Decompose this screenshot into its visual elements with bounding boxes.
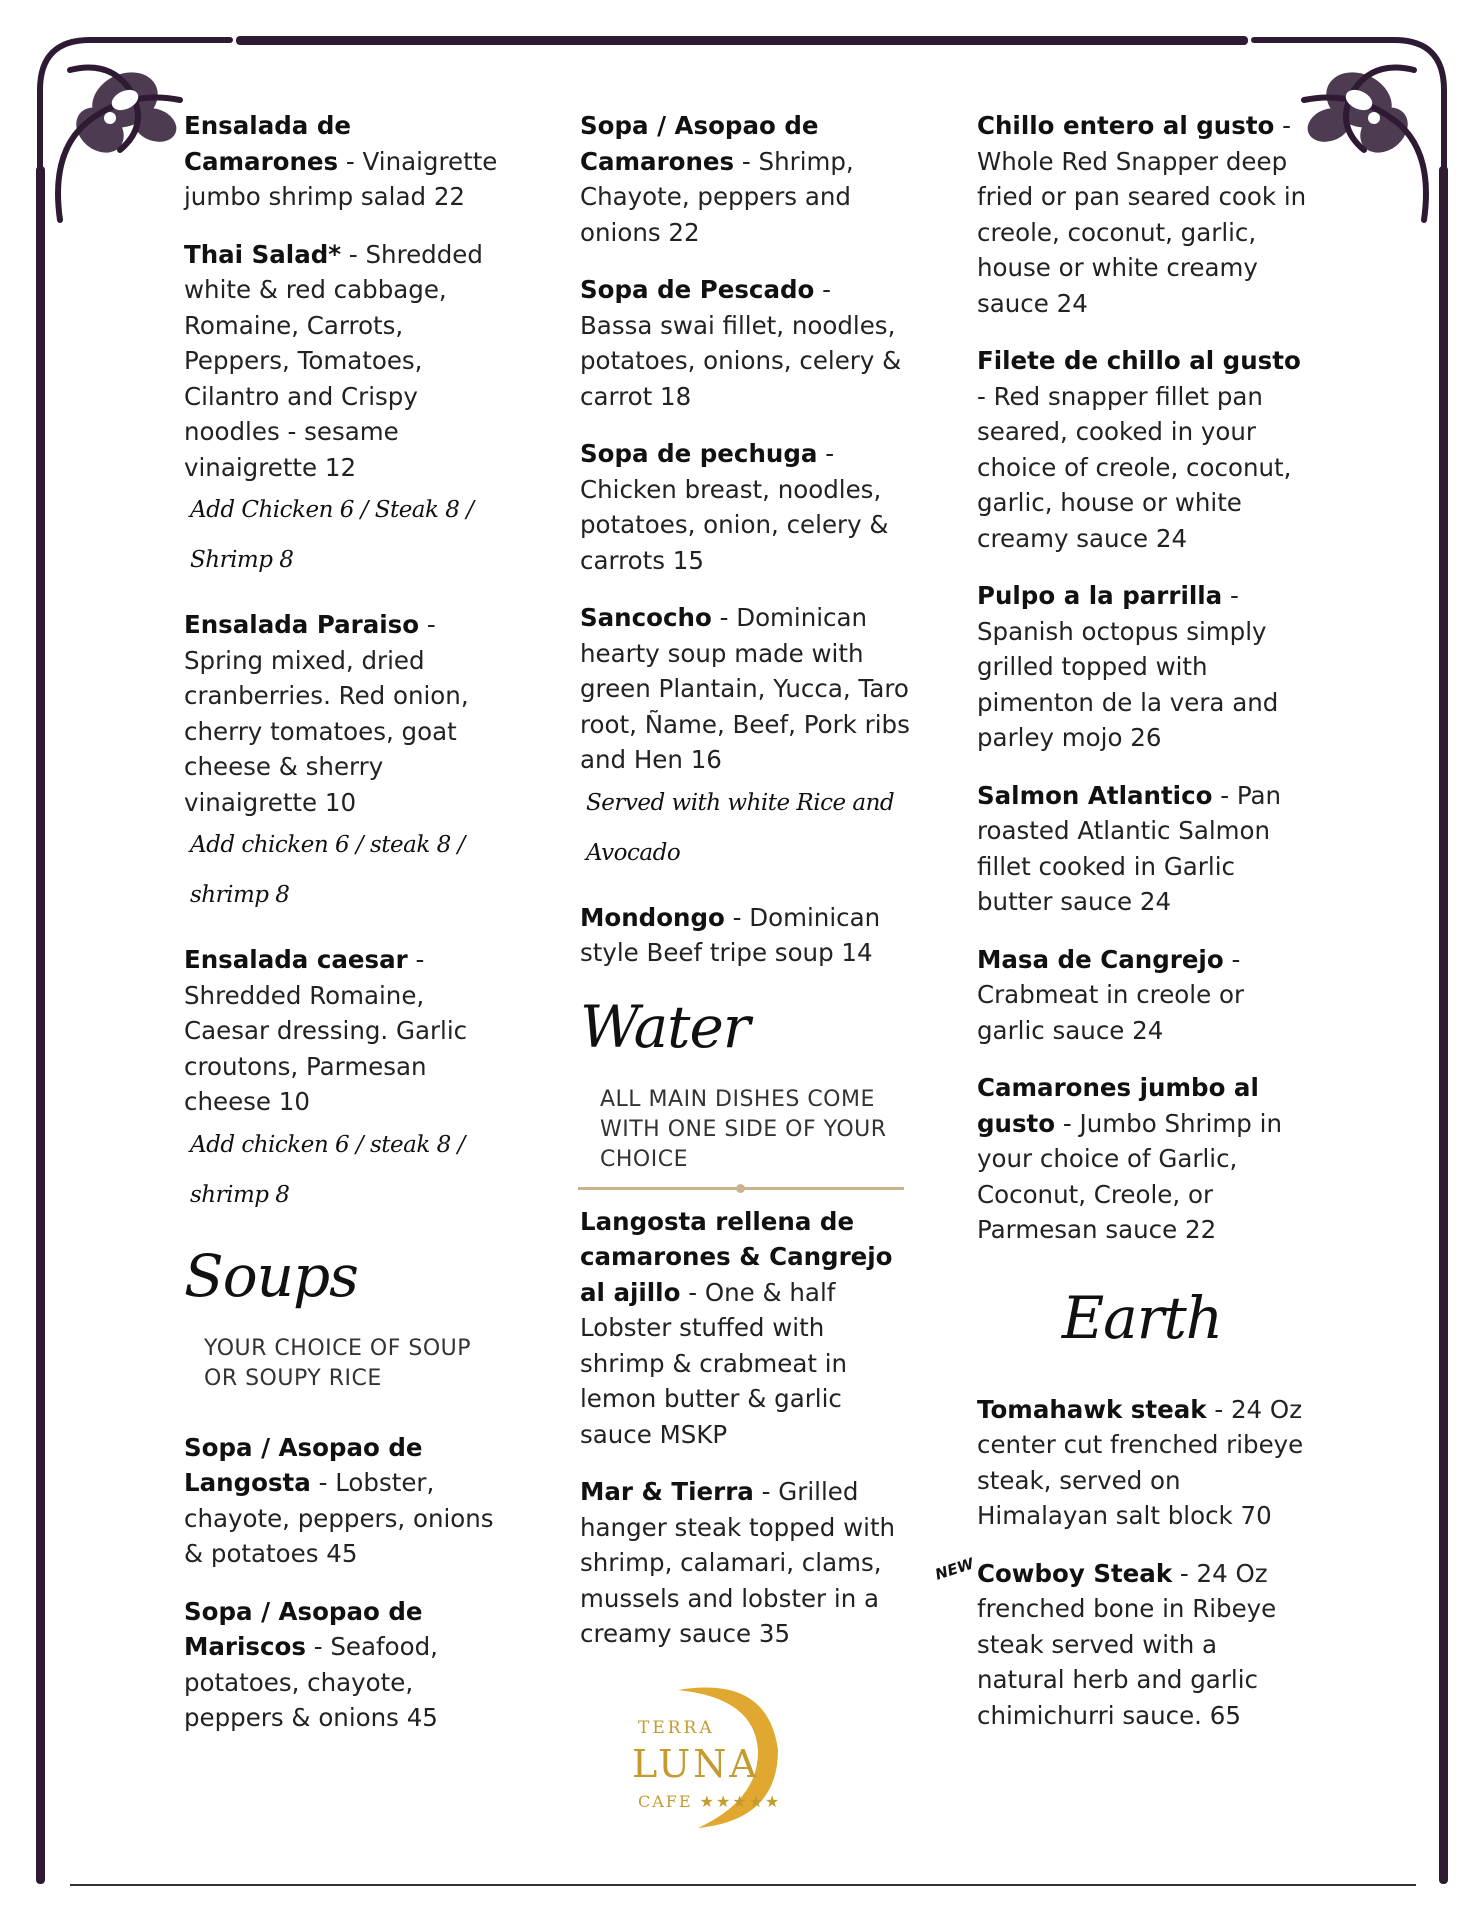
- dish-description: - Bassa swai fillet, noodles, potatoes, onions, celery & carrot 18: [580, 275, 902, 411]
- dish-name: Tomahawk steak: [977, 1394, 1207, 1424]
- dish-description: - One & half Lobster stuffed with shrimp & crabmeat in lemon butter & garlic sauce MSKP: [580, 1277, 848, 1449]
- dish-addon: Add Chicken 6 / Steak 8 / Shrimp 8: [190, 497, 474, 573]
- frame-left-border: [36, 166, 45, 1884]
- menu-item: [977, 1392, 1307, 1534]
- section-title-earth: Earth: [1061, 1283, 1223, 1352]
- frame-top-border: [236, 36, 1248, 45]
- dish-description: - Vinaigrette jumbo shrimp salad 22: [184, 146, 498, 211]
- dish-name: Filete de chillo al gusto: [977, 346, 1301, 375]
- dish-name: Camarones jumbo al gusto: [977, 1073, 1259, 1138]
- section-note-water: ALL MAIN DISHES COME WITH ONE SIDE OF YOUR CHOICE: [600, 1086, 887, 1172]
- menu-item: [580, 900, 910, 971]
- dish-name: Ensalada caesar: [184, 945, 408, 974]
- dish-name: Pulpo a la parrilla: [977, 581, 1223, 610]
- menu-item: [977, 108, 1307, 321]
- dish-description: - Jumbo Shrimp in your choice of Garlic, Coconut, Creole, or Parmesan sauce 22: [977, 1108, 1282, 1244]
- dish-description: - Grilled hanger steak topped with shrimp, calamari, clams, mussels and lobster in a creamy sauce 35: [580, 1477, 896, 1648]
- dish-name: Sopa / Asopao de Langosta: [184, 1432, 423, 1497]
- logo-luna: LUNA: [632, 1742, 760, 1786]
- dish-name: Cowboy Steak: [977, 1558, 1173, 1588]
- new-badge: NEW: [932, 1553, 976, 1584]
- menu-item: [184, 942, 504, 1220]
- dish-description: - Whole Red Snapper deep fried or pan seared cook in creole, coconut, garlic, house or white creamy sauce 24: [977, 111, 1307, 318]
- menu-item: [580, 1474, 910, 1652]
- dish-name: Ensalada de Camarones: [184, 111, 351, 176]
- menu-item: [184, 108, 504, 215]
- dish-description: - Red snapper fillet pan seared, cooked in your choice of creole, coconut, garlic, house or white creamy sauce 24: [977, 381, 1292, 553]
- logo-terra: TERRA: [638, 1718, 715, 1738]
- dish-description: - Seafood, potatoes, chayote, peppers & onions 45: [184, 1632, 438, 1732]
- dish-description: - Lobster, chayote, peppers, onions & potatoes 45: [184, 1468, 494, 1568]
- menu-item: [580, 108, 910, 250]
- menu-item: [580, 272, 910, 414]
- dish-description: - Crabmeat in creole or garlic sauce 24: [977, 944, 1245, 1045]
- menu-item: [977, 1070, 1307, 1248]
- dish-name: Mondongo: [580, 902, 725, 932]
- menu-column-1: [184, 108, 504, 1758]
- dish-addon: Add chicken 6 / steak 8 / shrimp 8: [190, 832, 465, 908]
- dish-description: - Pan roasted Atlantic Salmon fillet cooked in Garlic butter sauce 24: [977, 780, 1282, 916]
- terra-luna-cafe-logo: [618, 1680, 798, 1830]
- dish-name: Ensalada Paraiso: [184, 610, 420, 639]
- menu-column-2: [580, 108, 910, 1674]
- logo-cafe: CAFE ★★★★★: [638, 1792, 782, 1811]
- section-note-soups: YOUR CHOICE OF SOUP OR SOUPY RICE: [204, 1335, 472, 1391]
- dish-description: - 24 Oz center cut frenched ribeye steak, served on Himalayan salt block 70: [977, 1394, 1304, 1530]
- menu-item: [977, 343, 1307, 556]
- section-title-water: Water: [580, 992, 750, 1061]
- dish-name: Mar & Tierra: [580, 1477, 754, 1506]
- dish-description: - Dominican style Beef tripe soup 14: [580, 902, 881, 967]
- dish-name: Salmon Atlantico: [977, 780, 1213, 810]
- menu-item: [932, 1553, 1307, 1734]
- dish-addon: Served with white Rice and Avocado: [586, 789, 895, 866]
- dish-name: Sopa / Asopao de Mariscos: [184, 1596, 423, 1661]
- dish-name: Masa de Cangrejo: [977, 944, 1224, 974]
- menu-item: [977, 942, 1307, 1049]
- dish-description: - 24 Oz frenched bone in Ribeye steak served with a natural herb and garlic chimichurri sauce. 65: [977, 1558, 1277, 1730]
- dish-description: - Chicken breast, noodles, potatoes, onion, celery & carrots 15: [580, 439, 889, 575]
- dish-name: Sopa / Asopao de Camarones: [580, 111, 819, 176]
- dish-description: - Shredded white & red cabbage, Romaine, Carrots, Peppers, Tomatoes, Cilantro and Crispy noodles - sesame vinaigrette 12: [184, 239, 483, 482]
- dish-addon: Add chicken 6 / steak 8 / shrimp 8: [190, 1131, 465, 1208]
- menu-item: [977, 578, 1307, 756]
- menu-item: [580, 436, 910, 578]
- menu-item: [580, 1204, 910, 1453]
- menu-item: [184, 237, 504, 586]
- menu-item: [977, 778, 1307, 920]
- bottom-rule: [70, 1884, 1416, 1886]
- dish-description: - Dominican hearty soup made with green Plantain, Yucca, Taro root, Ñame, Beef, Pork ribs and Hen 16: [580, 603, 910, 774]
- menu-item: [184, 607, 504, 920]
- menu-item: [184, 1594, 504, 1736]
- menu-item: [184, 1430, 504, 1572]
- dish-name: Langosta rellena de camarones & Cangrejo al ajillo: [580, 1206, 893, 1307]
- dish-description: - Shredded Romaine, Caesar dressing. Garlic croutons, Parmesan cheese 10: [184, 945, 468, 1116]
- dish-name: Sancocho: [580, 603, 712, 632]
- dish-name: Sopa de Pescado: [580, 275, 815, 304]
- dish-name: Thai Salad*: [184, 239, 342, 269]
- dish-name: Chillo entero al gusto: [977, 111, 1275, 140]
- menu-item: [580, 600, 910, 878]
- dish-description: - Shrimp, Chayote, peppers and onions 22: [580, 146, 854, 247]
- divider: [578, 1187, 904, 1190]
- dish-description: - Spring mixed, dried cranberries. Red onion, cherry tomatoes, goat cheese & sherry vinaigrette 10: [184, 610, 469, 817]
- section-title-soups: Soups: [184, 1241, 358, 1310]
- frame-right-border: [1439, 166, 1448, 1884]
- dish-description: - Spanish octopus simply grilled topped with pimenton de la vera and parley mojo 26: [977, 581, 1279, 752]
- menu-column-3: [932, 108, 1307, 1755]
- dish-name: Sopa de pechuga: [580, 439, 818, 468]
